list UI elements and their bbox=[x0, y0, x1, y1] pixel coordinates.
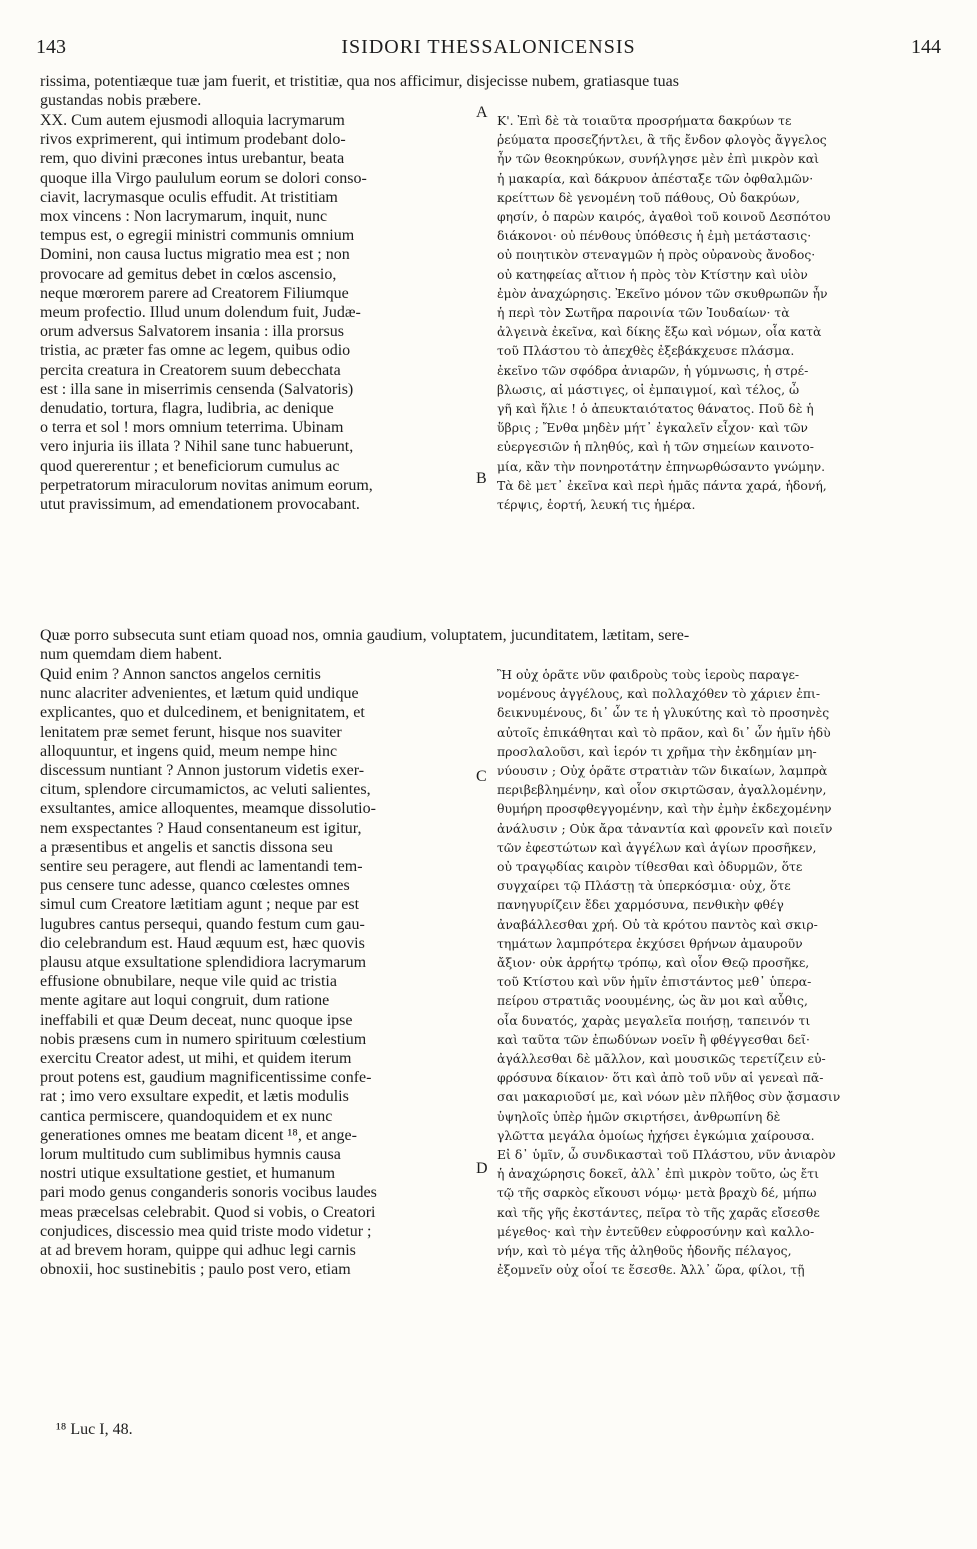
latin-line: nobis præsens cum in numero spirituum cœlestium bbox=[40, 1030, 367, 1048]
latin-line: quoque illa Virgo paululum eorum se dolori conso- bbox=[40, 169, 367, 187]
greek-line: τοῦ Κτίστου καὶ νῦν ἡμῖν ἐπιστάντος μεθ᾽ ὑπερα- bbox=[497, 974, 812, 990]
greek-line: μία, κἂν τὴν πονηροτάτην ἐπηνωρθώσαντο γνώμην. bbox=[497, 458, 826, 474]
latin-line: sentire seu peragere, aut flendi ac lamentandi tem- bbox=[40, 858, 363, 875]
latin-line: tristia, ac præter fas omne ac legem, quibus odio bbox=[40, 342, 351, 360]
latin-line: est : illa sane in miserrimis censenda (Salvatoris) bbox=[40, 380, 354, 398]
latin-line: nunc alacriter advenientes, et lætum quid undique bbox=[40, 685, 359, 703]
latin-line: mox vincens : Non lacrymarum, inquit, nunc bbox=[40, 208, 328, 225]
footnote: ¹⁸ Luc I, 48. bbox=[56, 1421, 133, 1438]
greek-line: νήν, καὶ τὸ μέγα τῆς ἀληθοῦς ἡδονῆς πέλαγος, bbox=[497, 1243, 792, 1258]
greek-line: Τὰ δὲ μετ᾽ ἐκεῖνα καὶ περὶ ἡμᾶς πάντα χαρά, ἡδονή, bbox=[497, 477, 827, 493]
greek-line: προσλαλοῦσι, καὶ ἱερόν τι χρῆμα τὴν ἐκδημίαν μη- bbox=[497, 743, 817, 759]
greek-line: ὑψηλοῖς ὑπὲρ ἡμῶν σκιρτήσει, ἀνθρωπίνη δὲ bbox=[497, 1108, 781, 1124]
latin-line: ineffabili et quæ Deum deceat, nunc quoque ipse bbox=[40, 1011, 353, 1029]
greek-line: γλῶττα μεγάλα ὁμοίως ἠχήσει ἐγκώμια χαίρουσα. bbox=[497, 1127, 815, 1143]
latin-line: nostri utique exsultatione gestiet, et humanum bbox=[40, 1165, 336, 1183]
latin-line: denudatio, tortura, flagra, ludibria, ac denique bbox=[40, 400, 334, 417]
greek-line: καὶ ταῦτα τῶν ἐπωδύνων νοεῖν ἢ φθέγγεσθαι δεῖ· bbox=[497, 1031, 810, 1047]
latin-line: exsultantes, amice alloquentes, meamque dissolutio- bbox=[40, 800, 376, 818]
latin-line: lenitatem præ semet ferunt, hisque nos suaviter bbox=[40, 723, 342, 741]
text-line-full: num quemdam diem habent. bbox=[40, 646, 223, 664]
latin-line: obnoxii, hoc sustinebitis ; paulo post vero, etiam bbox=[40, 1261, 351, 1279]
latin-line: discessum nuntiant ? Annon justorum videtis exer- bbox=[40, 762, 365, 779]
margin-marker-c: C bbox=[476, 768, 487, 785]
greek-line: θυμήρη προσφθεγγομένην, καὶ τὴν ἐμὴν ἐκδεχομένην bbox=[497, 801, 832, 817]
greek-line: μέγεθος· καὶ τὴν ἐντεῦθεν εὐφροσύνην καὶ καλλο- bbox=[497, 1223, 815, 1239]
latin-line: conjudices, discessio mea quid triste modo videtur ; bbox=[40, 1222, 372, 1240]
greek-line: καὶ τῆς γῆς ἐκστάντες, πεῖρα τὸ τῆς χαρᾶς εἴσεσθε bbox=[497, 1204, 820, 1220]
greek-line: ἦν τῶν θεοκηρύκων, συνήλγησε μὲν ἐπὶ μικρὸν καὶ bbox=[497, 151, 819, 167]
greek-line: Ἢ οὐχ ὁρᾶτε νῦν φαιδροὺς τοὺς ἱεροὺς παραγε- bbox=[497, 667, 800, 682]
greek-line: ἀναβάλλεσθαι χρή. Οὐ τὰ κρότου παντὸς καὶ σκιρ- bbox=[497, 916, 818, 932]
latin-line: meum profectio. Illud unum dolendum fuit, Judæ- bbox=[40, 304, 361, 321]
greek-line: Εἰ δ᾽ ὑμῖν, ὦ συνδικασταὶ τοῦ Πλάστου, νῦν ἀνιαρὸν bbox=[497, 1147, 836, 1162]
latin-line: tempus est, o egregii ministri communis omnium bbox=[40, 227, 355, 245]
greek-line: ἡ ἀναχώρησις δοκεῖ, ἀλλ᾽ ἐπὶ μικρὸν τοῦτο, ὡς ἔτι bbox=[497, 1166, 820, 1182]
latin-line: Domini, non causa luctus migratio mea est ; non bbox=[40, 246, 350, 264]
latin-line: simul cum Creatore lætitiam agunt ; neque par est bbox=[40, 896, 360, 914]
latin-line: plausu atque exsultatione splendidiora lacrymarum bbox=[40, 954, 367, 971]
greek-line: τοῦ Πλάστου τὸ ἀπεχθὲς ἐξεβάκχευσε πλάσμα. bbox=[497, 343, 795, 359]
margin-marker-b: B bbox=[476, 470, 487, 487]
latin-line: lugubres cantus persequi, quando festum cum gau- bbox=[40, 915, 365, 933]
latin-line: rivos exprimerent, qui intimum prodebant dolo- bbox=[40, 131, 346, 149]
latin-line: perpetratorum miraculorum novitas animum eorum, bbox=[40, 476, 373, 494]
greek-line: δεικνυμένους, δι᾽ ὧν τε ἡ γλυκύτης καὶ τὸ προσηνὲς bbox=[497, 705, 830, 721]
greek-line: γῆ καὶ ἥλιε ! ὁ ἀπευκταιότατος θάνατος. Ποῦ δὲ ἡ bbox=[497, 401, 814, 416]
greek-line: οὐ τραγῳδίας καιρὸν τίθεσθαι καὶ ὀδυρμῶν, ὅτε bbox=[497, 859, 803, 874]
greek-line: ἀλγεινὰ ἐκεῖνα, καὶ δίκης ἔξω καὶ νόμων, οἷα κατὰ bbox=[497, 324, 822, 340]
latin-line: a præsentibus et angelis et sanctis dissona seu bbox=[40, 838, 333, 856]
greek-line: ἡ μακαρία, καὶ δάκρυον ἀπέσταξε τῶν ὀφθαλμῶν· bbox=[497, 170, 814, 186]
greek-line: πανηγυρίζειν ἔδει χαρμόσυνα, πενθικὴν φθέγ bbox=[497, 897, 784, 913]
latin-line: explicantes, quo et dulcedinem, et benignitatem, et bbox=[40, 704, 365, 722]
greek-line: κρείττων δὲ γενομένη τοῦ πάθους, Οὐ δακρύων, bbox=[497, 189, 800, 205]
latin-line: lorum multitudo cum sublimibus hymnis causa bbox=[40, 1146, 341, 1163]
latin-line: meas præcelsas celebrabit. Quod si vobis, o Creatori bbox=[40, 1203, 376, 1221]
greek-line: οἷα δυνατός, χαρὰς μεγαλεῖα ποιήσῃ, ταπεινόν τι bbox=[497, 1012, 811, 1028]
greek-line: ἄξιον· οὐκ ἀρρήτῳ τρόπῳ, καὶ οἷον Θεῷ προσῆκε, bbox=[497, 955, 810, 970]
text-line-full: gustandas nobis præbere. bbox=[40, 92, 202, 110]
latin-line: pus censere tunc adesse, quanco cœlestes omnes bbox=[40, 877, 350, 895]
greek-line: Κ'. Ἐπὶ δὲ τὰ τοιαῦτα προσρήματα δακρύων τε bbox=[497, 113, 792, 128]
page-number-right: 144 bbox=[911, 36, 941, 58]
page-number-left: 143 bbox=[36, 36, 66, 58]
greek-line: ἀγάλλεσθαι δὲ μᾶλλον, καὶ μουσικῶς τερετίζειν εὐ- bbox=[497, 1051, 826, 1066]
greek-line: ἀνάλυσιν ; Οὐκ ἄρα τἀναντία καὶ φρονεῖν καὶ ποιεῖν bbox=[497, 820, 833, 836]
latin-line: vero injuria iis illata ? Nihil sane tunc habuerunt, bbox=[40, 438, 354, 456]
running-header bbox=[36, 36, 941, 66]
greek-line: ἡ περὶ τὸν Σωτῆρα παροινία τῶν Ἰουδαίων· τὰ bbox=[497, 305, 790, 320]
latin-line: orum adversus Salvatorem insania : illa prorsus bbox=[40, 323, 344, 341]
greek-line: οὐ ποιητικὸν στεναγμῶν ἡ πρὸς οὐρανοὺς ἄνοδος· bbox=[497, 247, 816, 263]
latin-line: effusione obnubilare, neque vile quid ac tristia bbox=[40, 973, 337, 991]
text-line-full: Quæ porro subsecuta sunt etiam quoad nos, omnia gaudium, voluptatem, jucunditatem, lætitam, sere- bbox=[40, 627, 690, 644]
latin-line: pari modo genus conganderis sonoris vocibus laudes bbox=[40, 1184, 377, 1202]
greek-line: ἐμὸν ἀναχώρησις. Ἐκεῖνο μόνον τῶν σκυθρωπῶν ἦν bbox=[497, 285, 828, 301]
greek-line: νύουσιν ; Οὐχ ὁρᾶτε στρατιὰν τῶν δικαίων, λαμπρὰ bbox=[497, 763, 828, 778]
running-title: ISIDORI THESSALONICENSIS bbox=[341, 36, 636, 58]
greek-line: σαι μακαριοῦσί με, καὶ νόων μὲν πλῆθος σὺν ᾄσμασιν bbox=[497, 1089, 841, 1105]
latin-line: alloquuntur, et ingens quid, meum nempe hinc bbox=[40, 742, 338, 760]
greek-line: τημάτων λαμπρότερα ἐκχύσει θρήνων ἀμαυροῦν bbox=[497, 935, 803, 951]
latin-line: exercitu Creator adest, ut mihi, et quidem iterum bbox=[40, 1050, 352, 1067]
greek-line: διάκονοι· οὐ πένθους ὑπόθεσις ἡ ἐμὴ μετάστασις· bbox=[497, 228, 812, 244]
greek-line: φησίν, ὁ παρὼν καιρός, ἀγαθοὶ τοῦ κοινοῦ Δεσπότου bbox=[497, 209, 831, 224]
greek-line: πείρου στρατιᾶς νοουμένης, ὡς ἂν μοι καὶ αὖθις, bbox=[497, 993, 808, 1009]
latin-line: rem, quo divini præcones intus urebantur, beata bbox=[40, 150, 345, 168]
greek-line: εὐεργεσιῶν ἡ πληθύς, καὶ ἡ τῶν σημείων καινοτο- bbox=[497, 439, 814, 455]
latin-line: generationes omnes me beatam dicent ¹⁸, et ange- bbox=[40, 1126, 357, 1144]
latin-line: neque mœrorem parere ad Creatorem Filiumque bbox=[40, 284, 349, 302]
latin-line: quod quererentur ; et beneficiorum cumulus ac bbox=[40, 457, 340, 475]
latin-line: percita creatura in Creatorem suum debecchata bbox=[40, 361, 341, 379]
greek-line: τῷ τῆς σαρκὸς εἴκουσι νόμῳ· μετὰ βραχὺ δέ, μήπω bbox=[497, 1185, 817, 1201]
latin-line: ciavit, lacrymasque oculis effudit. At tristitiam bbox=[40, 188, 338, 206]
greek-line: φρόσυνα δίκαιον· ὅτι καὶ ἀπὸ τοῦ νῦν αἱ γενεαὶ πᾶ- bbox=[497, 1070, 824, 1086]
latin-line: at ad brevem horam, quippe qui adhuc legi carnis bbox=[40, 1242, 356, 1259]
greek-line: βλωσις, αἱ μάστιγες, οἱ ἐμπαιγμοί, καὶ τέλος, ὦ bbox=[497, 381, 800, 397]
latin-line: Quid enim ? Annon sanctos angelos cernitis bbox=[40, 666, 321, 683]
latin-line: prout potens est, gaudium magnificentissime confe- bbox=[40, 1069, 372, 1087]
latin-line: XX. Cum autem ejusmodi alloquia lacrymarum bbox=[40, 112, 345, 129]
greek-line: ἐξομνεῖν οὐχ οἷοί τε ἔσεσθε. Ἀλλ᾽ ὥρα, φίλοι, τῇ bbox=[497, 1262, 805, 1278]
latin-line: dio celebrandum est. Haud æquum est, hæc quovis bbox=[40, 934, 365, 952]
latin-line: provocare ad gemitus debet in cœlos ascensio, bbox=[40, 265, 337, 283]
greek-line: τέρψις, ἑορτή, λευκή τις ἡμέρα. bbox=[497, 497, 696, 512]
margin-marker-a: A bbox=[476, 104, 488, 121]
greek-line: ἐκεῖνο τῶν σφόδρα ἀνιαρῶν, ἡ γύμνωσις, ἡ στρέ- bbox=[497, 362, 809, 378]
greek-line: αὐτοῖς ἐπικάθηται καὶ τὸ πρᾶον, καὶ δι᾽ ὧν ἡμῖν ἡδὺ bbox=[497, 724, 831, 740]
latin-line: rat ; imo vero exsultare expedit, et lætis modulis bbox=[40, 1088, 349, 1106]
latin-line: nem exspectantes ? Haud consentaneum est igitur, bbox=[40, 819, 362, 837]
greek-line: ὕβρις ; Ἔνθα μηδὲν μήτ᾽ ἐγκαλεῖν εἶχον· καὶ τῶν bbox=[497, 420, 808, 436]
latin-line: citum, splendore circumamictos, ac veluti salientes, bbox=[40, 781, 371, 799]
margin-marker-d: D bbox=[476, 1160, 488, 1177]
latin-line: mente agitare aut loqui congruit, dum ratione bbox=[40, 992, 330, 1010]
greek-line: οὐ κατηφείας αἴτιον ἡ πρὸς τὸν Κτίστην καὶ υἱὸν bbox=[497, 266, 808, 282]
greek-line: ῥεύματα προσεζήντλει, ἃ τῆς ἔνδον φλογὸς ἄγγελος bbox=[497, 132, 827, 148]
latin-line: utut pravissimum, ad emendationem provocabant. bbox=[40, 496, 360, 513]
greek-line: περιβεβλημένην, καὶ οἷον σκιρτῶσαν, ἀγαλλομένην, bbox=[497, 782, 827, 798]
latin-line: o terra et sol ! mors omnium teterrima. Ubinam bbox=[40, 419, 344, 437]
latin-line: cantica permiscere, quandoquidem et ex nunc bbox=[40, 1107, 333, 1125]
text-line-full: rissima, potentiæque tuæ jam fuerit, et tristitiæ, qua nos afficimur, disjecisse nubem, gratiasque tuas bbox=[40, 73, 679, 90]
greek-line: συγχαίρει τῷ Πλάστῃ τὰ ὑπερκόσμια· οὐχ, ὅτε bbox=[497, 878, 791, 894]
greek-line: νομένους ἀγγέλους, καὶ πολλαχόθεν τὸ χάριεν ἐπι- bbox=[497, 686, 821, 702]
greek-line: τῶν ἐφεστώτων καὶ ἀγγέλων καὶ ἁγίων προσῆκεν, bbox=[497, 839, 817, 855]
